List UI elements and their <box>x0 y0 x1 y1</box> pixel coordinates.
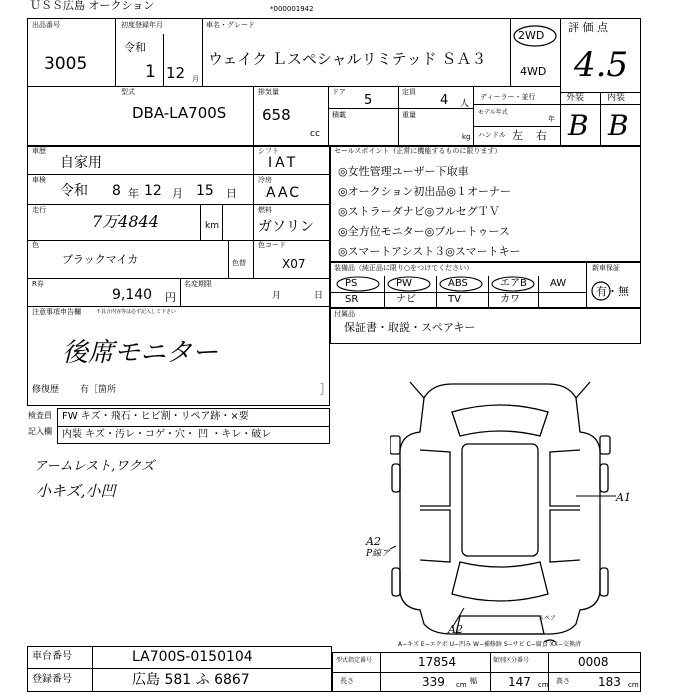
color-value: ブラックマイカ <box>62 253 139 266</box>
damage-a2-side: A2 <box>366 535 381 548</box>
registration-year: 1 <box>145 62 156 82</box>
interior-label: 内装 <box>607 93 626 103</box>
equipment-circle <box>490 276 536 292</box>
new-car-circle <box>590 280 612 302</box>
plate-label: 登録番号 <box>32 674 72 685</box>
inspector-label: 検査員 <box>28 411 52 420</box>
inspector-row-2: 内装 キズ・汚レ・コゲ・穴・ 凹 ・キレ・破レ <box>62 429 272 440</box>
shift-label: シフト <box>258 147 279 155</box>
model-label: 型式 <box>121 88 135 96</box>
equipment-item-bottom: ナビ <box>396 294 416 305</box>
inspection-month: 12 <box>144 183 162 199</box>
inspection-label: 車検 <box>32 176 46 184</box>
doors-value: 5 <box>364 93 373 108</box>
accessories-value: 保証書・取説・スペアキー <box>344 321 476 334</box>
width-value: 147 <box>508 675 531 689</box>
capacity-value: 4 <box>440 93 449 108</box>
reg-code: 17854 <box>418 655 457 669</box>
class-code: 0008 <box>578 655 609 669</box>
sales-points-label: セールスポイント（正常に機能するものに限ります） <box>334 147 502 155</box>
height-label: 高さ <box>556 677 570 685</box>
height-value: 183 <box>598 675 621 689</box>
model-year-label: モデル年式 <box>478 109 508 116</box>
capacity-label: 定員 <box>402 88 416 96</box>
equipment-circle <box>335 276 381 292</box>
exterior-label: 外装 <box>566 93 585 103</box>
mileage-label: 走行 <box>32 206 46 214</box>
inspection-day: 15 <box>196 183 214 199</box>
doors-label: ドア <box>332 88 346 96</box>
width-label: 幅 <box>470 677 477 685</box>
recycle-label: R券 <box>32 280 44 288</box>
equipment-item-top: エアB <box>500 278 527 289</box>
color-label: 色 <box>32 241 39 249</box>
color-change-label: 色替 <box>232 259 246 267</box>
load-label: 積載 <box>332 111 346 119</box>
repair-value: 有［箇所 <box>80 385 117 395</box>
new-car-value: 有・無 <box>596 285 629 298</box>
damage-a2-rear: A2 <box>448 623 463 636</box>
shift-value: IAT <box>268 155 299 171</box>
repair-label: 修復歴 <box>32 385 60 395</box>
equipment-label: 装備品（純正品に限り○をつけてください） <box>334 264 474 272</box>
score-label: 評 価 点 <box>568 21 608 34</box>
displacement-value: 658 <box>262 106 291 124</box>
handle-left: 左 <box>512 129 523 142</box>
registration-era: 令和 <box>124 41 146 54</box>
registration-month: 12 <box>166 64 186 82</box>
class-code-label: 類別区分番号 <box>493 657 530 664</box>
equipment-item-bottom: SR <box>345 294 359 305</box>
car-name: ウェイク Ｌスペシャルリミテッド ＳＡ３ <box>208 50 487 68</box>
barcode-number: *000001942 <box>270 5 314 13</box>
sales-point-item: ◎スマートアシスト３◎スマートキー <box>338 245 521 258</box>
sales-point-item: ◎オークション初出品◎１オーナー <box>338 185 511 198</box>
length-label: 長さ <box>340 677 354 685</box>
weight-label: 重量 <box>402 111 416 119</box>
ac-value: AAC <box>266 185 302 201</box>
fuel-value: ガソリン <box>258 219 314 235</box>
score-value: 4.5 <box>574 45 629 85</box>
import-label: ディーラー・並行 <box>480 93 536 101</box>
equipment-circle <box>386 276 432 292</box>
notes-sub-label: 不具合内容等は必ず記入して下さい <box>96 309 177 315</box>
damage-a2-sub: P線ア <box>366 549 391 559</box>
new-car-label: 新車保証 <box>592 264 620 272</box>
reg-code-label: 型式指定番号 <box>336 657 373 664</box>
displacement-label: 排気量 <box>258 88 279 96</box>
registration-label: 初度登録年月 <box>121 21 163 29</box>
plate-number: 広島 581 ふ 6867 <box>132 672 250 688</box>
chassis-label: 車台番号 <box>32 651 72 662</box>
equipment-item-bottom: TV <box>448 294 461 305</box>
length-value: 339 <box>422 675 445 689</box>
chassis-number: LA700S-0150104 <box>132 649 253 665</box>
damage-a1: A1 <box>616 491 631 504</box>
inspection-year: 8 <box>112 183 121 199</box>
usage-label: 車歴 <box>32 147 46 155</box>
inspector-note-2: 小キズ,小凹 <box>36 482 116 500</box>
equipment-item-top: PS <box>345 278 358 289</box>
lot-label: 出品番号 <box>32 21 60 29</box>
accessories-label: 付属品 <box>334 310 355 318</box>
spare-label: スペア <box>538 615 557 622</box>
damage-legend: A−キズ E−エクボ U−凹み W−補修跡 S−サビ C−腐食 XX−交換済 <box>398 641 581 648</box>
color-code: X07 <box>282 257 306 271</box>
equipment-circle <box>438 276 484 292</box>
car-name-label: 車名・グレード <box>206 21 255 29</box>
model-value: DBA-LA700S <box>132 104 227 122</box>
equipment-item-top: PW <box>396 278 412 289</box>
name-change-label: 名変期限 <box>184 280 212 288</box>
color-code-label: 色コード <box>258 241 286 249</box>
recycle-value: 9,140 <box>112 287 153 303</box>
sales-point-item: ◎女性管理ユーザー下取車 <box>338 165 469 178</box>
ac-label: 冷房 <box>258 176 272 184</box>
car-diagram <box>390 372 640 642</box>
inspector-note-1: アームレスト,ワクズ <box>34 459 155 474</box>
inspection-era: 令和 <box>60 183 88 199</box>
equipment-item-top: ABS <box>448 278 468 289</box>
exterior-score: B <box>568 109 589 142</box>
header-text: ＵＳＳ広島 オークション <box>30 0 155 12</box>
drive-4wd: 4WD <box>520 65 547 78</box>
fuel-label: 燃料 <box>258 206 272 214</box>
usage-value: 自家用 <box>60 155 102 171</box>
notes-label: 注意事項申告欄 <box>32 308 81 316</box>
lot-number: 3005 <box>44 54 88 74</box>
interior-score: B <box>608 109 629 142</box>
sales-point-item: ◎ストラーダナビ◎フルセグＴＶ <box>338 205 500 218</box>
mileage-value: 7万4844 <box>92 212 159 231</box>
drive-2wd: 2WD <box>518 29 545 42</box>
equipment-item-bottom: カワ <box>500 294 520 305</box>
sales-point-item: ◎全方位モニター◎ブルートゥース <box>338 225 510 238</box>
equipment-item-top: AW <box>550 278 567 289</box>
handle-label: ハンドル <box>478 131 506 139</box>
notes-handwritten: 後席モニター <box>62 338 219 368</box>
handle-right: 右 <box>536 129 547 142</box>
entry-label: 記入欄 <box>28 427 52 436</box>
inspector-row-1: FW キズ・飛石・ヒビ割・リペア跡・×要 <box>62 411 249 422</box>
drive-2wd-circle <box>512 24 558 48</box>
